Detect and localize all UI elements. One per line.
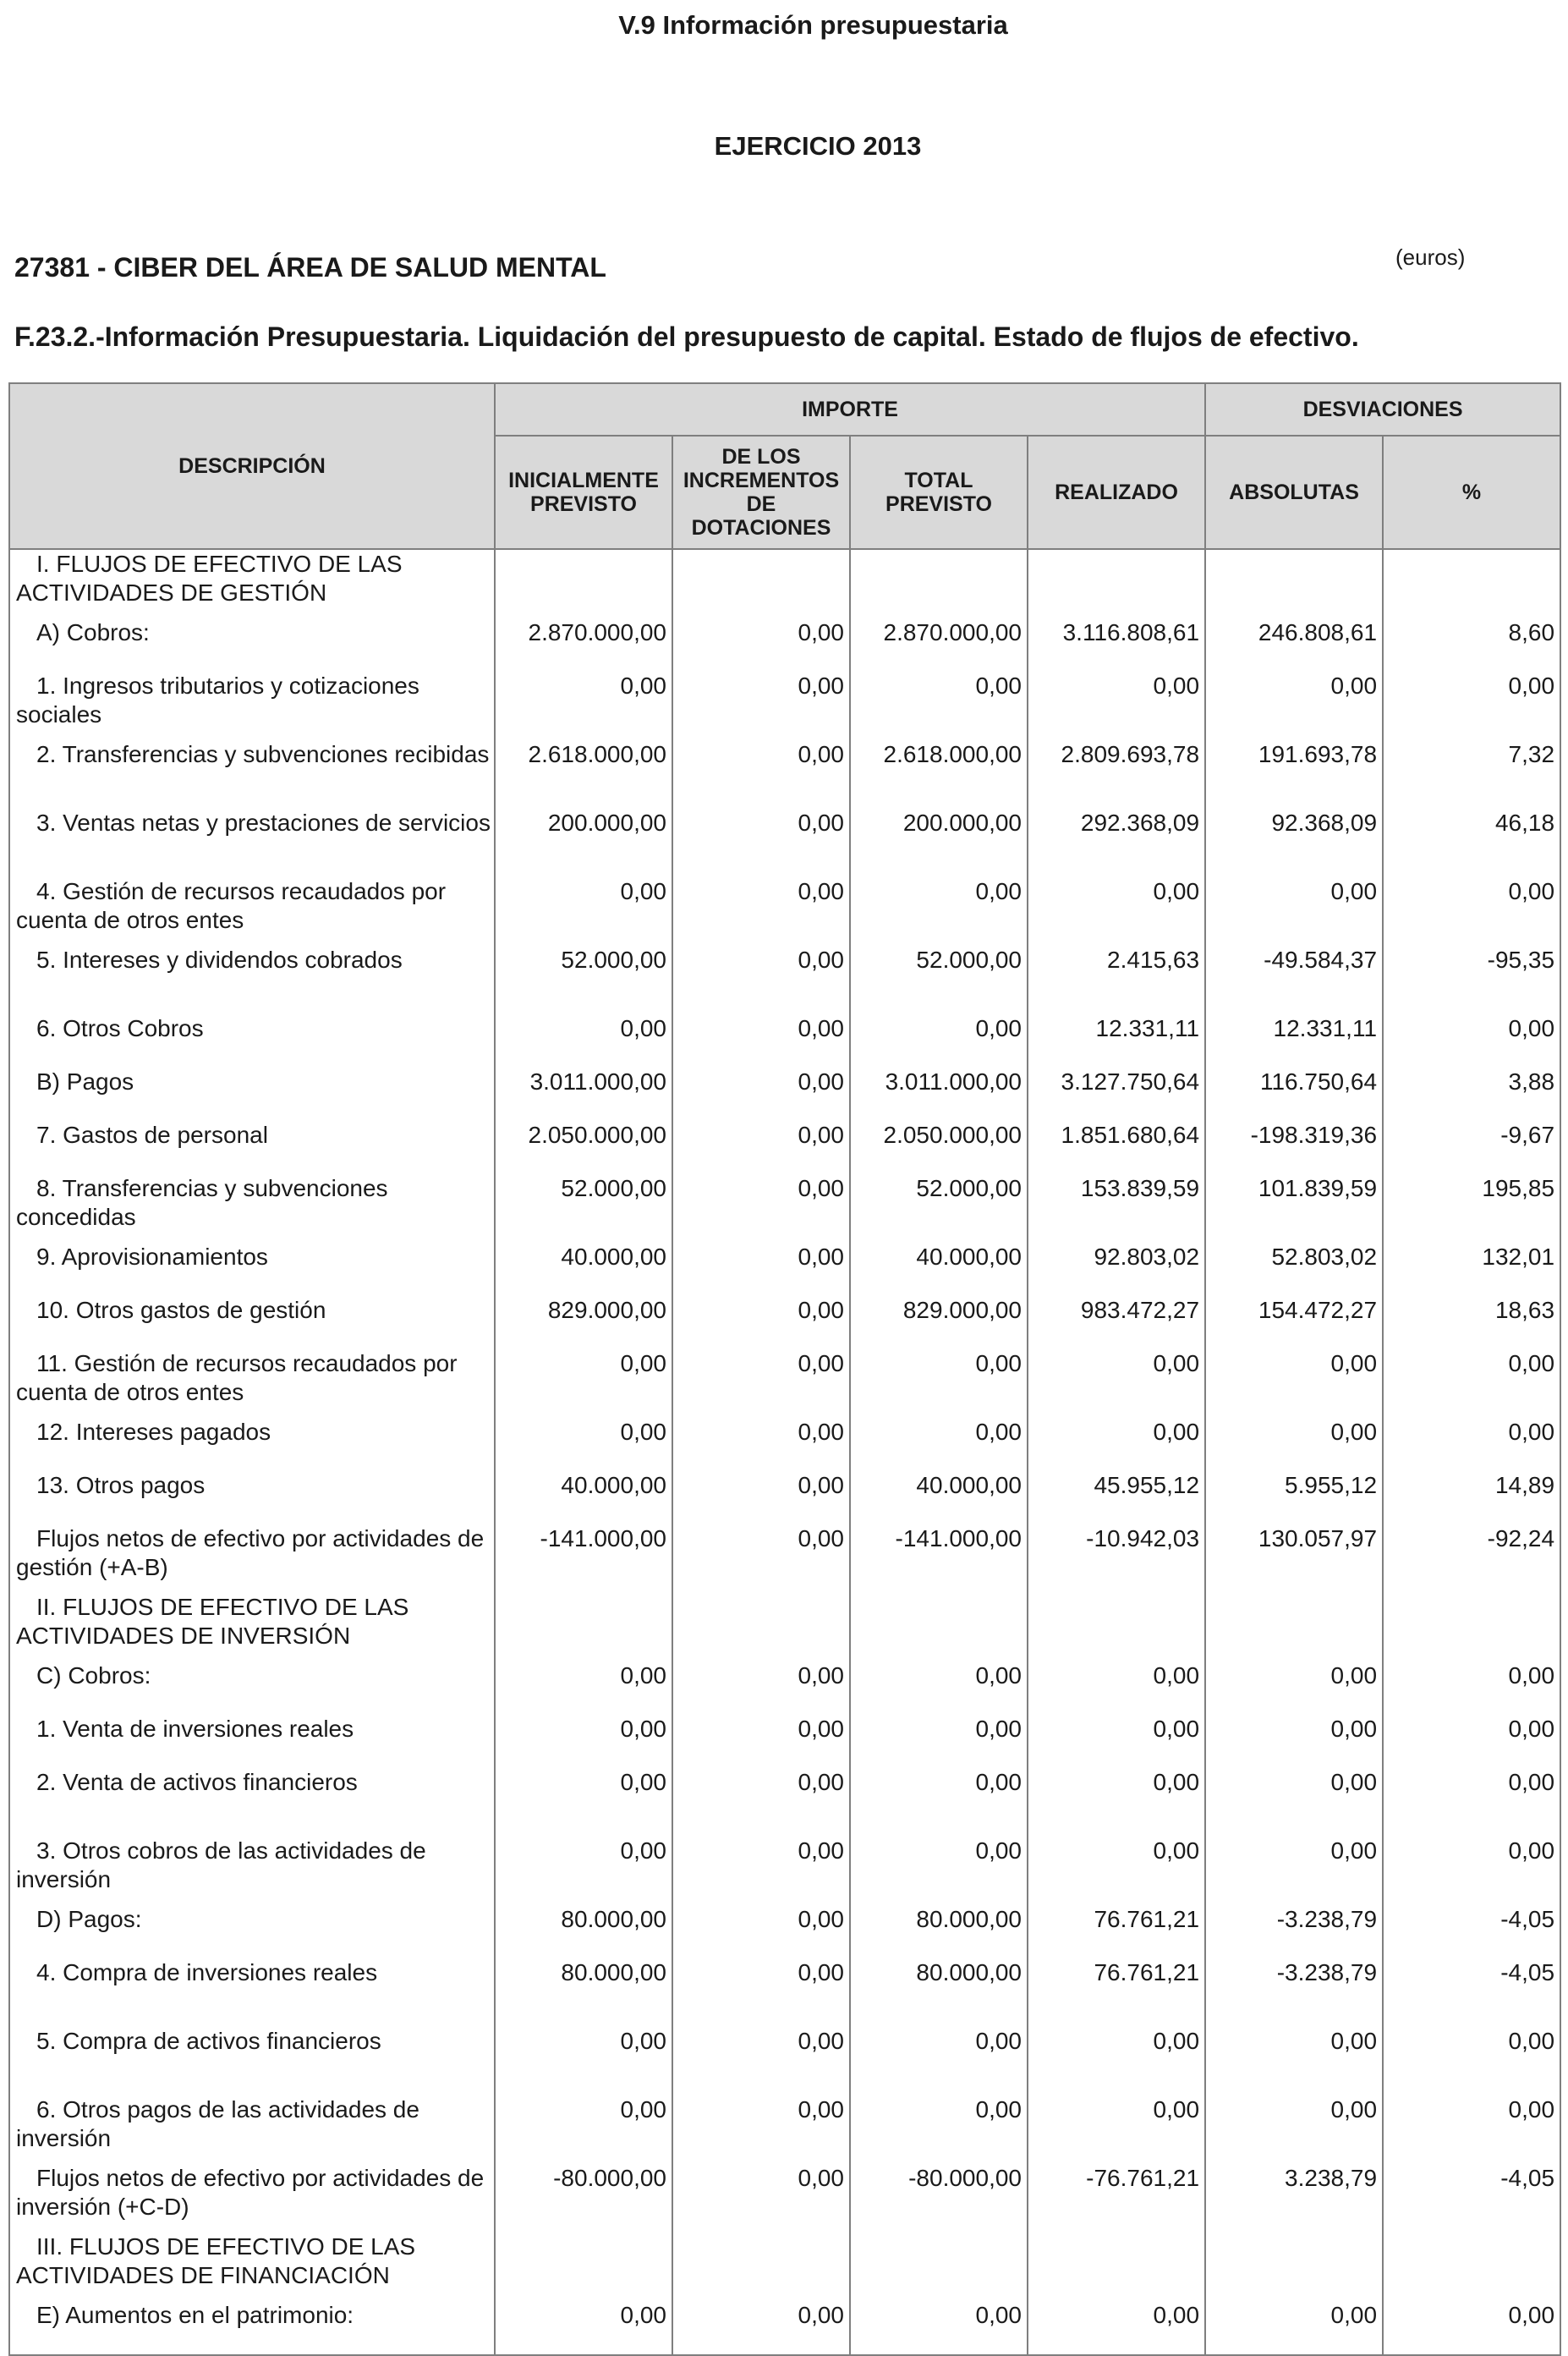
cell-total-previsto: 0,00: [850, 1768, 1028, 1837]
cell-percent: -92,24: [1383, 1524, 1560, 1593]
cell-percent: 0,00: [1383, 1418, 1560, 1471]
table-row: [9, 946, 1560, 1014]
table-row: [9, 1068, 1560, 1121]
cell-total-previsto: 0,00: [850, 1837, 1028, 1905]
cell-incrementos: 0,00: [672, 2164, 850, 2232]
cell-inicialmente-previsto: [495, 1593, 672, 1661]
entity-name: 27381 - CIBER DEL ÁREA DE SALUD MENTAL: [14, 252, 606, 283]
cell-total-previsto: 200.000,00: [850, 809, 1028, 877]
cell-total-previsto: 0,00: [850, 1661, 1028, 1715]
cell-total-previsto: 52.000,00: [850, 1174, 1028, 1243]
cell-incrementos: 0,00: [672, 809, 850, 877]
cell-realizado: -76.761,21: [1028, 2164, 1205, 2232]
cell-percent: -4,05: [1383, 1905, 1560, 1958]
cell-incrementos: 0,00: [672, 1837, 850, 1905]
cell-realizado: 76.761,21: [1028, 1958, 1205, 2027]
cell-absolutas: 116.750,64: [1205, 1068, 1383, 1121]
row-description: B) Pagos: [9, 1068, 495, 1121]
cell-absolutas: 101.839,59: [1205, 1174, 1383, 1243]
cell-inicialmente-previsto: 0,00: [495, 1715, 672, 1768]
table-row: [9, 1661, 1560, 1715]
table-row: [9, 1593, 1560, 1661]
table-row: [9, 1349, 1560, 1418]
cell-realizado: 0,00: [1028, 877, 1205, 946]
cell-incrementos: 0,00: [672, 1768, 850, 1837]
table-row: [9, 1121, 1560, 1174]
cell-total-previsto: 0,00: [850, 2301, 1028, 2355]
cell-incrementos: [672, 2232, 850, 2301]
cell-absolutas: 246.808,61: [1205, 618, 1383, 672]
cell-total-previsto: 52.000,00: [850, 946, 1028, 1014]
cell-inicialmente-previsto: 2.618.000,00: [495, 740, 672, 809]
cell-incrementos: 0,00: [672, 1174, 850, 1243]
currency-units-label: (euros): [1395, 244, 1466, 270]
cell-percent: 14,89: [1383, 1471, 1560, 1524]
row-description: 4. Compra de inversiones reales: [9, 1958, 495, 2027]
row-description: E) Aumentos en el patrimonio:: [9, 2301, 495, 2355]
cell-absolutas: -3.238,79: [1205, 1905, 1383, 1958]
cell-absolutas: 0,00: [1205, 877, 1383, 946]
header-total-previsto: TOTAL PREVISTO: [850, 436, 1028, 549]
section-title: F.23.2.-Información Presupuestaria. Liquidación del presupuesto de capital. Estado de flujos de efectivo.: [14, 321, 1359, 352]
cell-absolutas: 12.331,11: [1205, 1014, 1383, 1068]
cell-inicialmente-previsto: 2.870.000,00: [495, 618, 672, 672]
cell-percent: [1383, 549, 1560, 618]
cell-incrementos: 0,00: [672, 1661, 850, 1715]
cell-incrementos: 0,00: [672, 1068, 850, 1121]
cell-percent: 0,00: [1383, 2301, 1560, 2355]
row-description: 2. Transferencias y subvenciones recibidas: [9, 740, 495, 809]
table-row: [9, 549, 1560, 618]
cell-incrementos: 0,00: [672, 1715, 850, 1768]
cell-absolutas: 0,00: [1205, 2027, 1383, 2095]
cell-realizado: -10.942,03: [1028, 1524, 1205, 1593]
cell-total-previsto: 0,00: [850, 1349, 1028, 1418]
header-incrementos-dotaciones: DE LOS INCREMENTOS DE DOTACIONES: [672, 436, 850, 549]
cell-percent: -9,67: [1383, 1121, 1560, 1174]
cell-realizado: 3.127.750,64: [1028, 1068, 1205, 1121]
cell-total-previsto: 80.000,00: [850, 1958, 1028, 2027]
cell-incrementos: 0,00: [672, 1121, 850, 1174]
row-description: 10. Otros gastos de gestión: [9, 1296, 495, 1349]
cell-realizado: 2.415,63: [1028, 946, 1205, 1014]
table-row: [9, 1243, 1560, 1296]
row-description: 9. Aprovisionamientos: [9, 1243, 495, 1296]
cell-percent: 0,00: [1383, 1349, 1560, 1418]
cell-total-previsto: 0,00: [850, 1418, 1028, 1471]
cell-realizado: 1.851.680,64: [1028, 1121, 1205, 1174]
cell-inicialmente-previsto: 80.000,00: [495, 1958, 672, 2027]
cell-inicialmente-previsto: 0,00: [495, 2301, 672, 2355]
cell-total-previsto: 40.000,00: [850, 1243, 1028, 1296]
cell-total-previsto: 0,00: [850, 877, 1028, 946]
cell-realizado: 92.803,02: [1028, 1243, 1205, 1296]
cell-inicialmente-previsto: 52.000,00: [495, 1174, 672, 1243]
cell-inicialmente-previsto: 0,00: [495, 1349, 672, 1418]
row-description: 3. Otros cobros de las actividades de inversión: [9, 1837, 495, 1905]
cell-incrementos: 0,00: [672, 618, 850, 672]
cell-inicialmente-previsto: -141.000,00: [495, 1524, 672, 1593]
cell-absolutas: [1205, 549, 1383, 618]
row-description: 4. Gestión de recursos recaudados por cuenta de otros entes: [9, 877, 495, 946]
cell-realizado: 0,00: [1028, 2027, 1205, 2095]
row-description: 11. Gestión de recursos recaudados por cuenta de otros entes: [9, 1349, 495, 1418]
table-row: [9, 2095, 1560, 2164]
table-row: [9, 877, 1560, 946]
cell-total-previsto: 0,00: [850, 672, 1028, 740]
cell-total-previsto: 0,00: [850, 1715, 1028, 1768]
cell-realizado: 0,00: [1028, 1349, 1205, 1418]
cell-inicialmente-previsto: 80.000,00: [495, 1905, 672, 1958]
cell-total-previsto: -141.000,00: [850, 1524, 1028, 1593]
cell-realizado: 2.809.693,78: [1028, 740, 1205, 809]
header-importe: IMPORTE: [495, 383, 1205, 436]
cell-total-previsto: [850, 549, 1028, 618]
cell-absolutas: 0,00: [1205, 2301, 1383, 2355]
cell-absolutas: 5.955,12: [1205, 1471, 1383, 1524]
row-description: 1. Venta de inversiones reales: [9, 1715, 495, 1768]
table-row: [9, 1905, 1560, 1958]
row-description: Flujos netos de efectivo por actividades de gestión (+A-B): [9, 1524, 495, 1593]
cell-percent: -95,35: [1383, 946, 1560, 1014]
cell-absolutas: 0,00: [1205, 1418, 1383, 1471]
table-row: [9, 2301, 1560, 2355]
table-row: [9, 1174, 1560, 1243]
row-description: III. FLUJOS DE EFECTIVO DE LAS ACTIVIDADES DE FINANCIACIÓN: [9, 2232, 495, 2301]
table-row: [9, 1768, 1560, 1837]
cash-flow-table: [8, 382, 1561, 2356]
cell-total-previsto: 0,00: [850, 2027, 1028, 2095]
cell-absolutas: 52.803,02: [1205, 1243, 1383, 1296]
cell-realizado: 0,00: [1028, 1715, 1205, 1768]
table-row: [9, 2027, 1560, 2095]
row-description: A) Cobros:: [9, 618, 495, 672]
cell-percent: 132,01: [1383, 1243, 1560, 1296]
cell-total-previsto: 80.000,00: [850, 1905, 1028, 1958]
cell-percent: 46,18: [1383, 809, 1560, 877]
cell-total-previsto: 2.618.000,00: [850, 740, 1028, 809]
cell-percent: 18,63: [1383, 1296, 1560, 1349]
cell-realizado: [1028, 549, 1205, 618]
cell-inicialmente-previsto: 200.000,00: [495, 809, 672, 877]
cell-incrementos: 0,00: [672, 1243, 850, 1296]
table-row: [9, 2232, 1560, 2301]
cell-absolutas: 0,00: [1205, 2095, 1383, 2164]
cell-percent: 0,00: [1383, 1661, 1560, 1715]
table-row: [9, 672, 1560, 740]
table-row: [9, 1715, 1560, 1768]
cell-incrementos: 0,00: [672, 1524, 850, 1593]
row-description: 6. Otros pagos de las actividades de inversión: [9, 2095, 495, 2164]
cell-absolutas: 0,00: [1205, 1768, 1383, 1837]
cell-realizado: 0,00: [1028, 1837, 1205, 1905]
cell-inicialmente-previsto: 3.011.000,00: [495, 1068, 672, 1121]
cell-absolutas: [1205, 2232, 1383, 2301]
cell-absolutas: 3.238,79: [1205, 2164, 1383, 2232]
cell-realizado: 0,00: [1028, 1768, 1205, 1837]
cell-incrementos: 0,00: [672, 1014, 850, 1068]
row-description: 8. Transferencias y subvenciones concedidas: [9, 1174, 495, 1243]
cell-percent: [1383, 2232, 1560, 2301]
row-description: 6. Otros Cobros: [9, 1014, 495, 1068]
cell-realizado: 0,00: [1028, 1661, 1205, 1715]
cell-realizado: 983.472,27: [1028, 1296, 1205, 1349]
cell-realizado: 0,00: [1028, 2095, 1205, 2164]
cell-total-previsto: [850, 2232, 1028, 2301]
cell-percent: 0,00: [1383, 1014, 1560, 1068]
cell-inicialmente-previsto: 0,00: [495, 877, 672, 946]
cell-incrementos: 0,00: [672, 1471, 850, 1524]
cell-incrementos: 0,00: [672, 946, 850, 1014]
cell-absolutas: 0,00: [1205, 672, 1383, 740]
cell-inicialmente-previsto: 0,00: [495, 1661, 672, 1715]
row-description: 13. Otros pagos: [9, 1471, 495, 1524]
cell-realizado: 0,00: [1028, 672, 1205, 740]
table-row: [9, 1837, 1560, 1905]
cell-realizado: 76.761,21: [1028, 1905, 1205, 1958]
cell-percent: 0,00: [1383, 1837, 1560, 1905]
cell-total-previsto: 40.000,00: [850, 1471, 1028, 1524]
cell-total-previsto: -80.000,00: [850, 2164, 1028, 2232]
cell-incrementos: 0,00: [672, 1349, 850, 1418]
cell-incrementos: 0,00: [672, 672, 850, 740]
table-body: [9, 549, 1560, 2355]
cell-inicialmente-previsto: 829.000,00: [495, 1296, 672, 1349]
cell-incrementos: 0,00: [672, 740, 850, 809]
table-row: [9, 1524, 1560, 1593]
table-row: [9, 1958, 1560, 2027]
row-description: 2. Venta de activos financieros: [9, 1768, 495, 1837]
cell-absolutas: 130.057,97: [1205, 1524, 1383, 1593]
cell-absolutas: 92.368,09: [1205, 809, 1383, 877]
cell-incrementos: 0,00: [672, 2301, 850, 2355]
row-description: 7. Gastos de personal: [9, 1121, 495, 1174]
cell-inicialmente-previsto: [495, 549, 672, 618]
table-row: [9, 740, 1560, 809]
cell-absolutas: 0,00: [1205, 1837, 1383, 1905]
cell-absolutas: 0,00: [1205, 1661, 1383, 1715]
cell-realizado: 45.955,12: [1028, 1471, 1205, 1524]
cell-absolutas: 0,00: [1205, 1715, 1383, 1768]
cell-inicialmente-previsto: 40.000,00: [495, 1471, 672, 1524]
cell-percent: 0,00: [1383, 2095, 1560, 2164]
cell-percent: 0,00: [1383, 2027, 1560, 2095]
row-description: 3. Ventas netas y prestaciones de servicios: [9, 809, 495, 877]
header-absolutas: ABSOLUTAS: [1205, 436, 1383, 549]
cell-realizado: [1028, 2232, 1205, 2301]
cell-inicialmente-previsto: 2.050.000,00: [495, 1121, 672, 1174]
header-percent: %: [1383, 436, 1560, 549]
cell-inicialmente-previsto: 0,00: [495, 1768, 672, 1837]
cell-realizado: 292.368,09: [1028, 809, 1205, 877]
cell-incrementos: 0,00: [672, 1958, 850, 2027]
row-description: 5. Intereses y dividendos cobrados: [9, 946, 495, 1014]
cell-inicialmente-previsto: [495, 2232, 672, 2301]
cell-percent: 0,00: [1383, 1768, 1560, 1837]
cell-percent: 195,85: [1383, 1174, 1560, 1243]
cell-realizado: 153.839,59: [1028, 1174, 1205, 1243]
cell-incrementos: 0,00: [672, 1905, 850, 1958]
cell-inicialmente-previsto: 40.000,00: [495, 1243, 672, 1296]
cell-percent: 0,00: [1383, 1715, 1560, 1768]
cell-total-previsto: 3.011.000,00: [850, 1068, 1028, 1121]
row-description: 12. Intereses pagados: [9, 1418, 495, 1471]
table-row: [9, 1418, 1560, 1471]
table-row: [9, 2164, 1560, 2232]
cell-percent: -4,05: [1383, 2164, 1560, 2232]
cell-absolutas: 191.693,78: [1205, 740, 1383, 809]
cell-absolutas: 0,00: [1205, 1349, 1383, 1418]
cell-total-previsto: 2.050.000,00: [850, 1121, 1028, 1174]
cell-absolutas: [1205, 1593, 1383, 1661]
cell-total-previsto: 2.870.000,00: [850, 618, 1028, 672]
cell-percent: 8,60: [1383, 618, 1560, 672]
row-description: 5. Compra de activos financieros: [9, 2027, 495, 2095]
cell-incrementos: 0,00: [672, 877, 850, 946]
table-row: [9, 618, 1560, 672]
fiscal-year-heading: EJERCICIO 2013: [714, 131, 922, 161]
cell-total-previsto: 0,00: [850, 2095, 1028, 2164]
cell-percent: 0,00: [1383, 672, 1560, 740]
cell-absolutas: -49.584,37: [1205, 946, 1383, 1014]
cell-incrementos: [672, 1593, 850, 1661]
cell-inicialmente-previsto: 52.000,00: [495, 946, 672, 1014]
cell-absolutas: -198.319,36: [1205, 1121, 1383, 1174]
cell-inicialmente-previsto: 0,00: [495, 1418, 672, 1471]
cell-percent: 7,32: [1383, 740, 1560, 809]
cell-realizado: 0,00: [1028, 1418, 1205, 1471]
page-title: V.9 Información presupuestaria: [618, 10, 1008, 40]
cell-incrementos: 0,00: [672, 2095, 850, 2164]
row-description: 1. Ingresos tributarios y cotizaciones sociales: [9, 672, 495, 740]
cell-realizado: 3.116.808,61: [1028, 618, 1205, 672]
row-description: I. FLUJOS DE EFECTIVO DE LAS ACTIVIDADES DE GESTIÓN: [9, 549, 495, 618]
table-row: [9, 1296, 1560, 1349]
cell-percent: [1383, 1593, 1560, 1661]
cell-inicialmente-previsto: 0,00: [495, 1014, 672, 1068]
header-description: DESCRIPCIÓN: [9, 383, 495, 549]
cell-percent: 0,00: [1383, 877, 1560, 946]
row-description: Flujos netos de efectivo por actividades de inversión (+C-D): [9, 2164, 495, 2232]
row-description: II. FLUJOS DE EFECTIVO DE LAS ACTIVIDADES DE INVERSIÓN: [9, 1593, 495, 1661]
table-row: [9, 1014, 1560, 1068]
cell-incrementos: 0,00: [672, 2027, 850, 2095]
cell-absolutas: 154.472,27: [1205, 1296, 1383, 1349]
cell-absolutas: -3.238,79: [1205, 1958, 1383, 2027]
cell-inicialmente-previsto: 0,00: [495, 1837, 672, 1905]
cell-realizado: [1028, 1593, 1205, 1661]
cell-incrementos: [672, 549, 850, 618]
cell-incrementos: 0,00: [672, 1296, 850, 1349]
cell-realizado: 0,00: [1028, 2301, 1205, 2355]
cell-total-previsto: [850, 1593, 1028, 1661]
cell-percent: -4,05: [1383, 1958, 1560, 2027]
cell-inicialmente-previsto: 0,00: [495, 672, 672, 740]
header-desviaciones: DESVIACIONES: [1205, 383, 1560, 436]
cell-inicialmente-previsto: 0,00: [495, 2095, 672, 2164]
header-inicialmente-previsto: INICIALMENTE PREVISTO: [495, 436, 672, 549]
header-realizado: REALIZADO: [1028, 436, 1205, 549]
cell-inicialmente-previsto: -80.000,00: [495, 2164, 672, 2232]
cell-inicialmente-previsto: 0,00: [495, 2027, 672, 2095]
row-description: C) Cobros:: [9, 1661, 495, 1715]
cell-realizado: 12.331,11: [1028, 1014, 1205, 1068]
row-description: D) Pagos:: [9, 1905, 495, 1958]
cell-total-previsto: 0,00: [850, 1014, 1028, 1068]
cell-percent: 3,88: [1383, 1068, 1560, 1121]
cell-incrementos: 0,00: [672, 1418, 850, 1471]
table-row: [9, 1471, 1560, 1524]
cell-total-previsto: 829.000,00: [850, 1296, 1028, 1349]
table-row: [9, 809, 1560, 877]
